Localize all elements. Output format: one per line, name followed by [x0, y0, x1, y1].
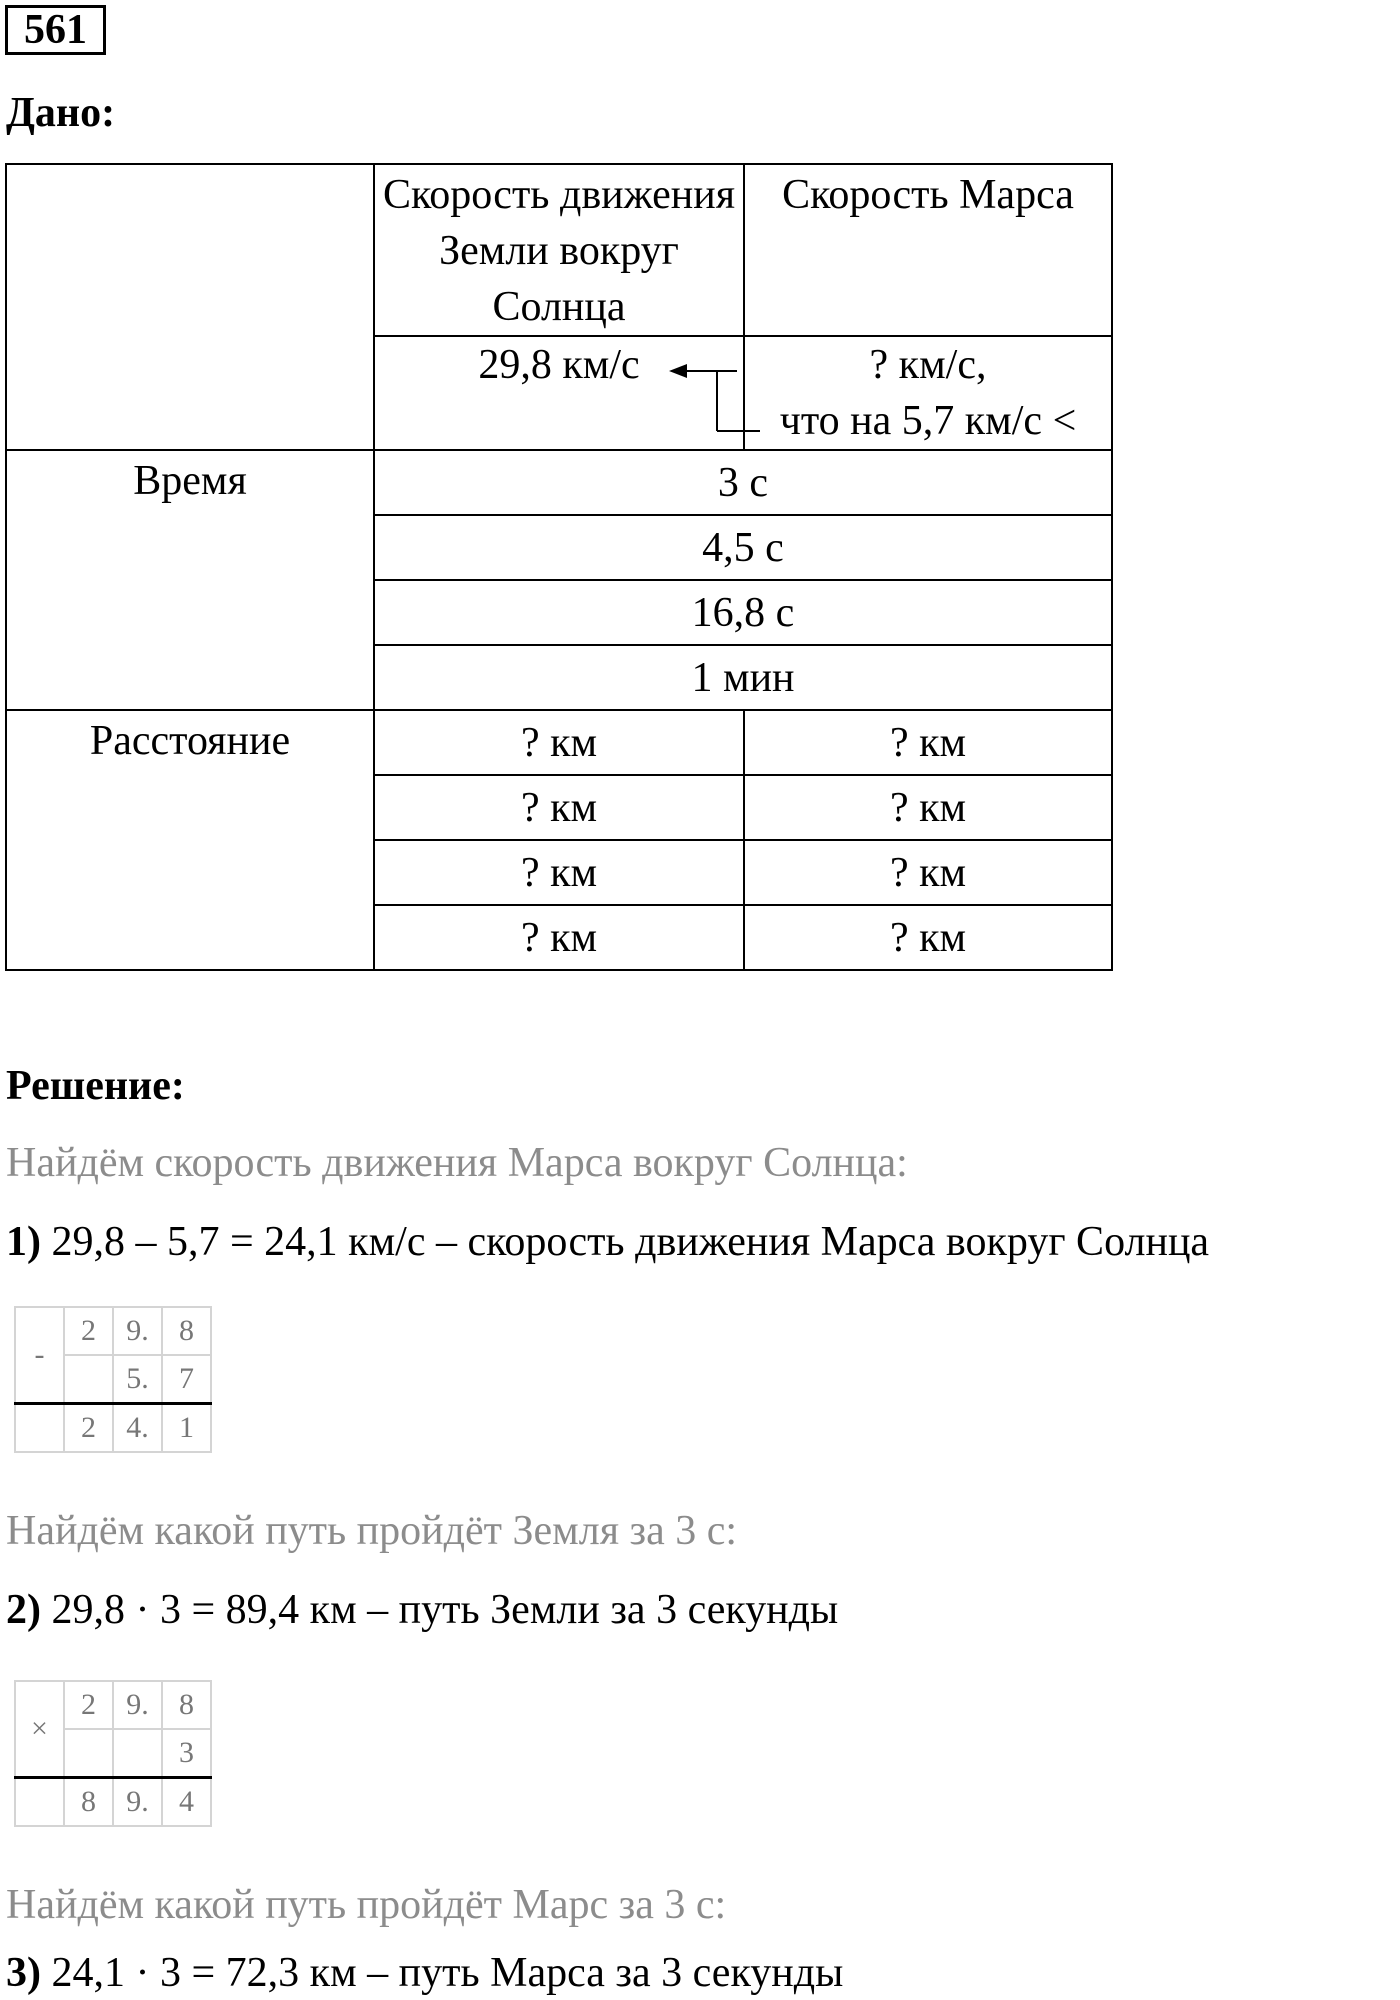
hint-step-1: Найдём скорость движения Марса вокруг Солнца: [6, 1140, 908, 1186]
earth-distance-value: ? км [374, 710, 744, 775]
step-1-text: 29,8 – 5,7 = 24,1 км/с – скорость движения Марса вокруг Солнца [41, 1219, 1210, 1265]
operator-sign: - [15, 1307, 64, 1404]
calc-row [15, 1681, 211, 1729]
step-2-number: 2) [6, 1587, 41, 1633]
step-2 [6, 1585, 838, 1635]
header-earth-speed: Скорость движения Земли вокруг Солнца [374, 164, 744, 336]
digit-cell: 2 [64, 1307, 113, 1355]
time-value: 16,8 с [374, 580, 1112, 645]
mars-distance-value: ? км [744, 840, 1112, 905]
header-mars-speed: Скорость Марса [744, 164, 1112, 336]
empty-cell [15, 1404, 64, 1453]
time-label: Время [6, 450, 374, 710]
digit-cell: 3 [162, 1729, 211, 1778]
empty-corner-cell [6, 164, 374, 450]
mars-distance-value: ? км [744, 775, 1112, 840]
mars-speed-value: ? км/с, [869, 342, 987, 388]
calc-grid-multiplication [14, 1680, 212, 1827]
digit-cell [64, 1355, 113, 1404]
earth-distance-value: ? км [374, 905, 744, 970]
digit-cell: 9. [113, 1778, 162, 1827]
mars-distance-value: ? км [744, 710, 1112, 775]
step-1 [6, 1217, 1209, 1267]
digit-cell: 4 [162, 1778, 211, 1827]
digit-cell: 8 [64, 1778, 113, 1827]
digit-cell: 2 [64, 1681, 113, 1729]
operator-sign: × [15, 1681, 64, 1778]
step-3 [6, 1948, 843, 1998]
comparison-arrow-icon [375, 337, 775, 449]
step-3-text: 24,1 · 3 = 72,3 км – путь Марса за 3 секунды [41, 1950, 844, 1996]
digit-cell: 9. [113, 1681, 162, 1729]
digit-cell [64, 1729, 113, 1778]
digit-cell: 8 [162, 1307, 211, 1355]
earth-speed-value: 29,8 км/с [478, 342, 640, 388]
mars-distance-value: ? км [744, 905, 1112, 970]
hint-step-2: Найдём какой путь пройдёт Земля за 3 с: [6, 1508, 738, 1554]
given-table [5, 163, 1113, 971]
time-value: 4,5 с [374, 515, 1112, 580]
time-value: 3 с [374, 450, 1112, 515]
digit-cell: 1 [162, 1404, 211, 1453]
mars-speed-cell [744, 336, 1112, 450]
calc-row [15, 1307, 211, 1355]
earth-distance-value: ? км [374, 775, 744, 840]
earth-distance-value: ? км [374, 840, 744, 905]
step-3-number: 3) [6, 1950, 41, 1996]
digit-cell: 8 [162, 1681, 211, 1729]
calc-result-row [15, 1778, 211, 1827]
calc-grid-subtraction [14, 1306, 212, 1453]
digit-cell: 2 [64, 1404, 113, 1453]
digit-cell: 7 [162, 1355, 211, 1404]
solution-heading: Решение: [6, 1063, 185, 1109]
empty-cell [15, 1778, 64, 1827]
digit-cell: 5. [113, 1355, 162, 1404]
table-header-row [6, 164, 1112, 336]
distance-row [6, 710, 1112, 775]
distance-label: Расстояние [6, 710, 374, 970]
problem-number: 561 [5, 5, 106, 55]
step-1-number: 1) [6, 1219, 41, 1265]
digit-cell: 4. [113, 1404, 162, 1453]
digit-cell [113, 1729, 162, 1778]
time-row [6, 450, 1112, 515]
step-2-text: 29,8 · 3 = 89,4 км – путь Земли за 3 секунды [41, 1587, 839, 1633]
calc-result-row [15, 1404, 211, 1453]
given-heading: Дано: [6, 90, 116, 136]
digit-cell: 9. [113, 1307, 162, 1355]
hint-step-3: Найдём какой путь пройдёт Марс за 3 с: [6, 1882, 727, 1928]
mars-speed-note: что на 5,7 км/с < [779, 398, 1077, 444]
earth-speed-cell [374, 336, 744, 450]
time-value: 1 мин [374, 645, 1112, 710]
